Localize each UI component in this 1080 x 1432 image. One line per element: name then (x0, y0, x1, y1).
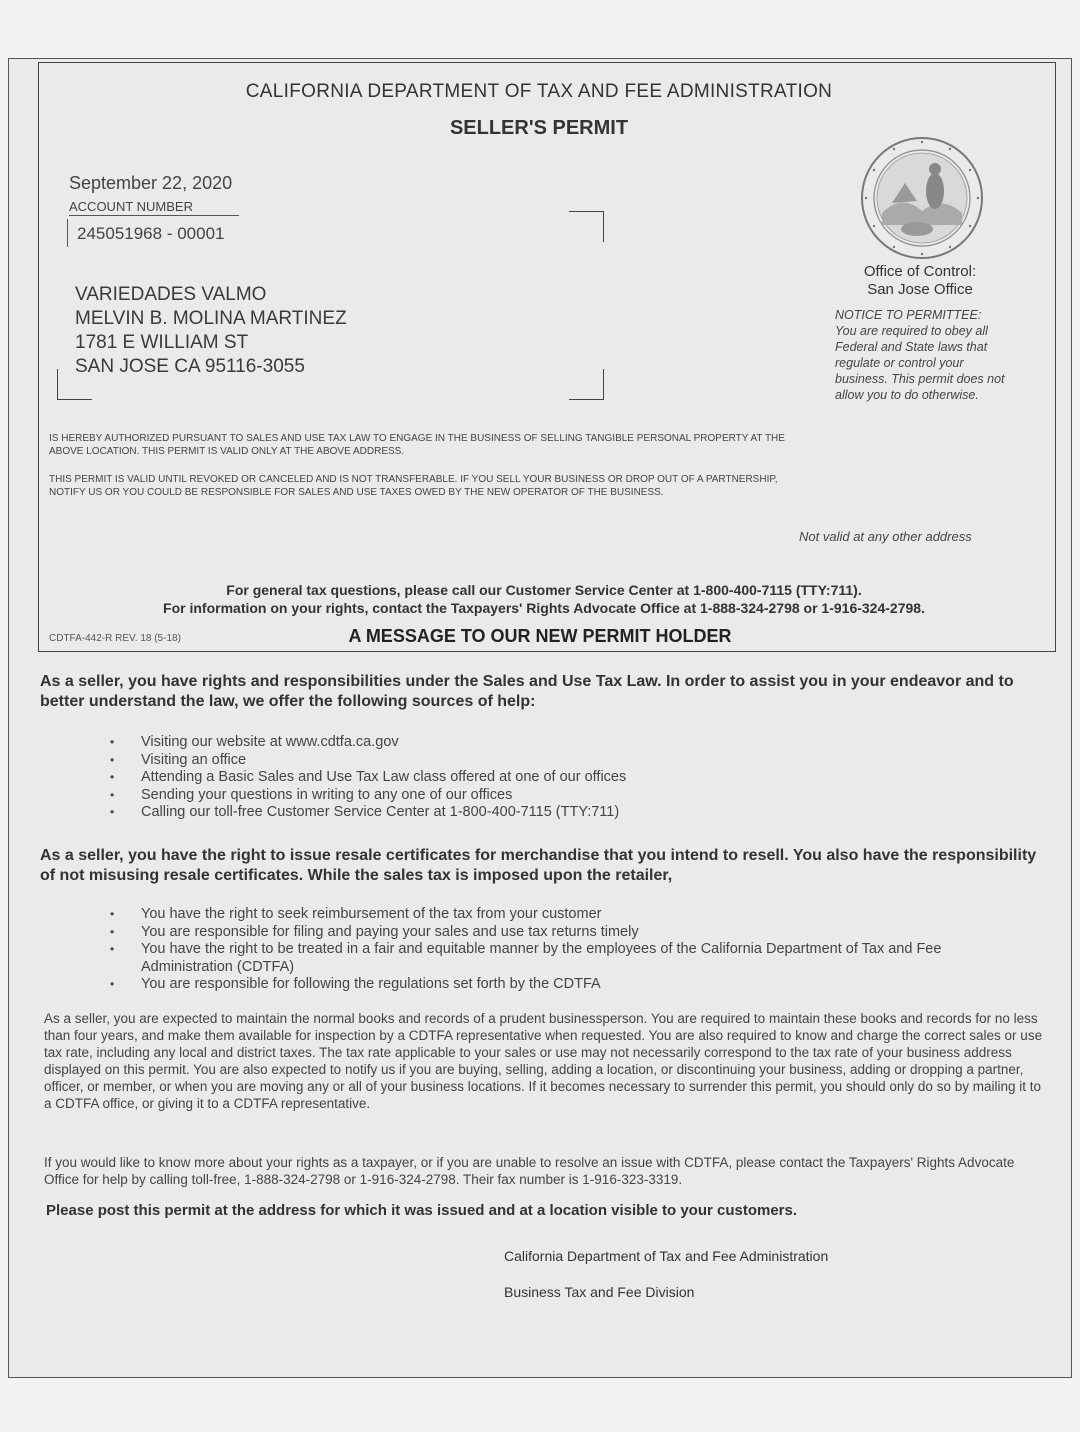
agency-name: CALIFORNIA DEPARTMENT OF TAX AND FEE ADMINISTRATION (245, 81, 833, 102)
notice-to-permittee (835, 307, 1015, 403)
address-line: SAN JOSE CA 95116-3055 (75, 356, 305, 377)
resale-paragraph: As a seller, you have the right to issue resale certificates for merchandise that you intend to resell. You also have the responsibility of not misusing resale certificates. While the sales tax is imposed upon the retailer, (40, 847, 1037, 884)
address-line: 1781 E WILLIAM ST (75, 332, 249, 353)
signature-agency: California Department of Tax and Fee Administration (504, 1248, 829, 1264)
list-item: • Sending your questions in writing to any one of our offices (110, 787, 1010, 805)
list-item: • Calling our toll-free Customer Service Center at 1-800-400-7115 (TTY:711) (110, 804, 1010, 822)
signature-division: Business Tax and Fee Division (504, 1284, 695, 1300)
crop-mark-top-right (569, 211, 604, 242)
list-item: • Visiting an office (110, 752, 1010, 770)
address-line: MELVIN B. MOLINA MARTINEZ (75, 308, 347, 329)
notice-title: NOTICE TO PERMITTEE: (835, 308, 982, 322)
office-of-control: Office of Control: San Jose Office (863, 263, 977, 298)
address-line: VARIEDADES VALMO (75, 284, 267, 305)
crop-mark-bottom-right (569, 369, 604, 400)
post-instruction: Please post this permit at the address for which it was issued and at a location visible to your customers. (46, 1202, 798, 1219)
list-item: • You are responsible for filing and paying your sales and use tax returns timely (110, 924, 1010, 942)
list-item: • Attending a Basic Sales and Use Tax Law class offered at one of our offices (110, 769, 1010, 787)
rights-list (110, 906, 1010, 994)
account-number-label: ACCOUNT NUMBER (69, 199, 239, 216)
authorization-text: IS HEREBY AUTHORIZED PURSUANT TO SALES AND USE TAX LAW TO ENGAGE IN THE BUSINESS OF SELLING TANGIBLE PERSONAL PROPERTY AT THE ABOVE LOCATION. THIS PERMIT IS VALID ONLY AT THE ABOVE ADDRESS. (49, 433, 785, 457)
advocate-paragraph: If you would like to know more about your rights as a taxpayer, or if you are unable to resolve an issue with CDTFA, please contact the Taxpayers' Rights Advocate Office for help by calling toll-free, 1-888-324-2798 or 1-916-324-2798. Their fax number is 1-916-323-3319. (44, 1155, 1015, 1187)
list-item: • You are responsible for following the regulations set forth by the CDTFA (110, 976, 1010, 994)
sellers-permit (38, 62, 1056, 652)
list-item: • You have the right to be treated in a fair and equitable manner by the employees of the California Department of Tax and Fee Administration (CDTFA) (110, 941, 1010, 976)
account-number: 245051968 - 00001 (77, 224, 225, 243)
not-valid-note: Not valid at any other address (799, 529, 972, 544)
intro-paragraph: As a seller, you have rights and responsibilities under the Sales and Use Tax Law. In order to assist you in your endeavor and to better understand the law, we offer the following sources of help: (40, 673, 1014, 710)
list-item: • Visiting our website at www.cdtfa.ca.gov (110, 734, 1010, 752)
help-sources-list (110, 734, 1010, 822)
message-title: A MESSAGE TO OUR NEW PERMIT HOLDER (348, 626, 732, 646)
validity-text: THIS PERMIT IS VALID UNTIL REVOKED OR CANCELED AND IS NOT TRANSFERABLE. IF YOU SELL YOUR BUSINESS OR DROP OUT OF A PARTNERSHIP, NOTIFY US OR YOU COULD BE RESPONSIBLE FOR SALES AND USE TAXES OWED BY THE NEW OPERATOR OF THE BUSINESS. (49, 474, 778, 498)
form-number: CDTFA-442-R REV. 18 (5-18) (49, 633, 181, 644)
records-paragraph: As a seller, you are expected to maintain the normal books and records of a prudent businessperson. You are required to maintain these books and records for no less than four years, and make them available for inspection by a CDTFA representative when requested. You are also required to know and charge the correct sales or use tax rate, including any local and district taxes. The tax rate applicable to your sales or use may not necessarily correspond to the tax rate of your business address displayed on this permit. You are also expected to notify us if you are buying, selling, adding a location, or discontinuing your business, adding or dropping a partner, officer, or member, or when you are moving any or all of your business locations. If it becomes necessary to surrender this permit, you should only do so by mailing it to a CDTFA office, or giving it to a CDTFA representative. (44, 1011, 1043, 1111)
notice-text: You are required to obey all Federal and State laws that regulate or control your business. This permit does not allow you to do otherwise. (835, 324, 1005, 402)
permit-title: SELLER'S PERMIT (449, 117, 629, 139)
contact-info: For general tax questions, please call our Customer Service Center at 1-800-400-7115 (TTY:711). For information on your rights, contact the Taxpayers' Rights Advocate Office at 1-888-324-2798 or 1-916-324-2798. (163, 582, 925, 616)
issue-date: September 22, 2020 (69, 173, 233, 193)
state-seal-icon (857, 133, 987, 263)
permit-holder-address (75, 283, 347, 379)
list-item: • You have the right to seek reimbursement of the tax from your customer (110, 906, 1010, 924)
